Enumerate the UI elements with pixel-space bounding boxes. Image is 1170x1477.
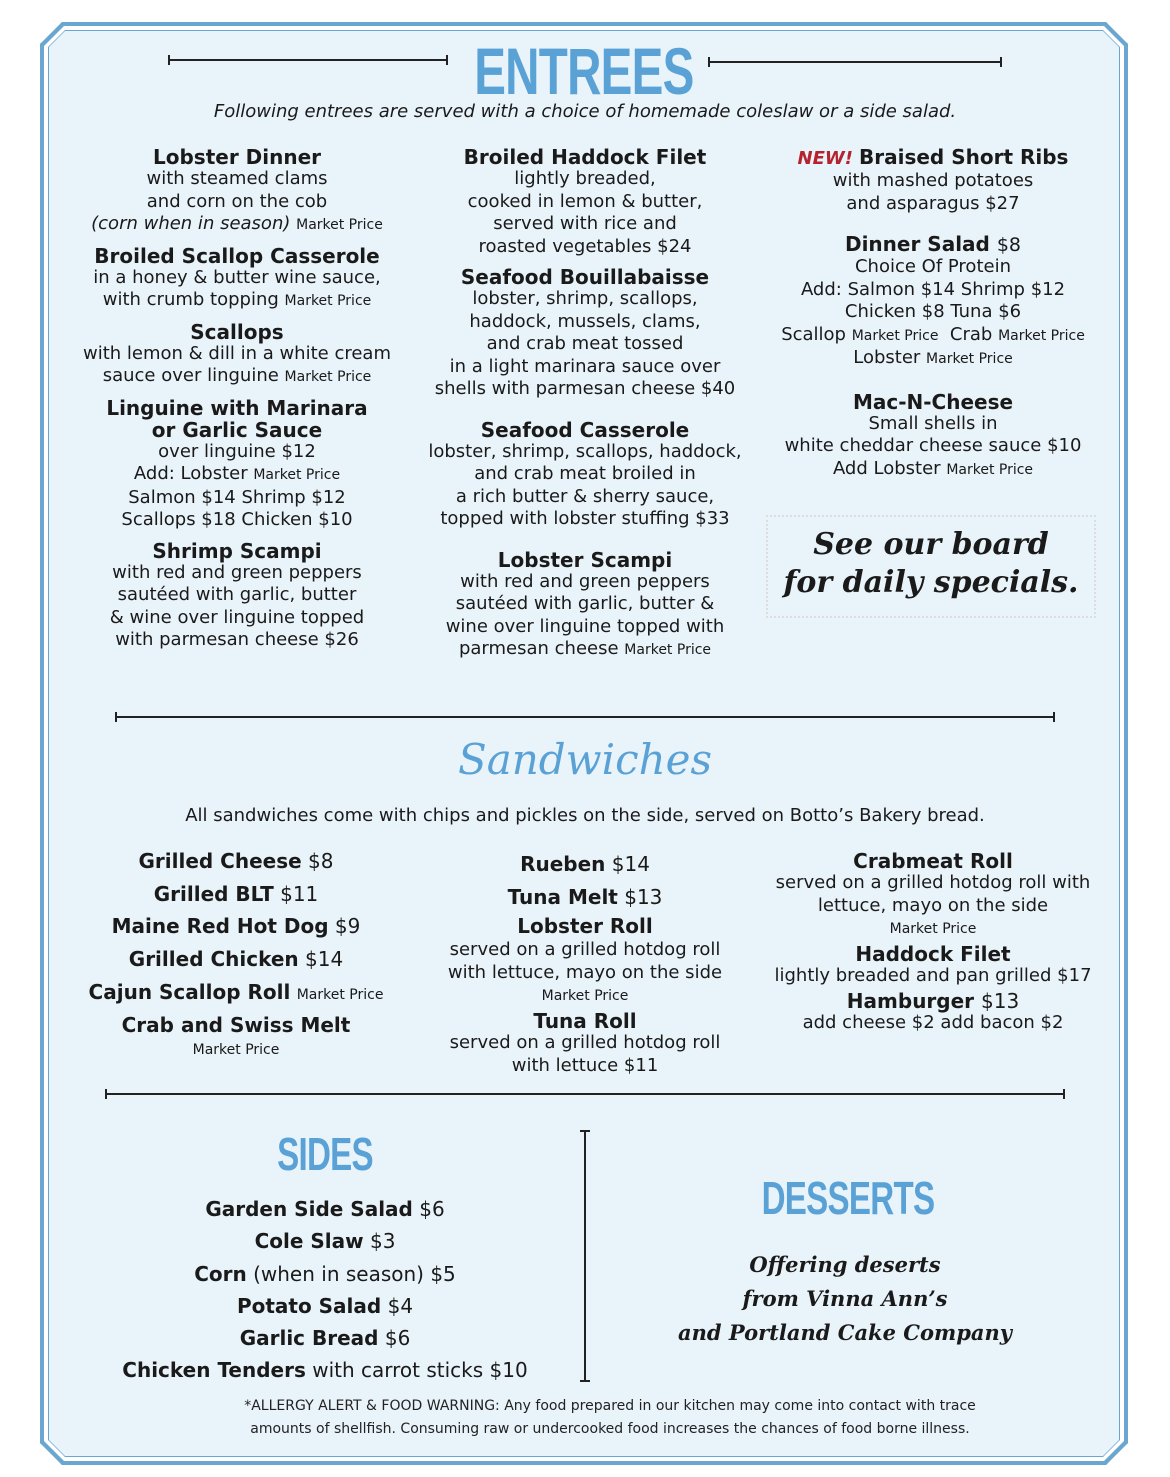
market-price: Market Price — [253, 467, 341, 483]
entrees-rule-left — [168, 59, 448, 61]
menu-item: Seafood Bouillabaisse lobster, shrimp, scallops, haddock, mussels, clams, and crab meat tossed in a light marinara sauce over shells with parmesan cheese $40 — [420, 266, 750, 401]
item-name: Scallops — [190, 319, 284, 344]
item-name: Lobster Dinner — [152, 145, 322, 169]
sandwich-item: Hamburger $13 add cheese $2 add bacon $2 — [802, 988, 1064, 1033]
sandwich-item: Grilled Chicken $14 — [128, 947, 344, 972]
menu-item: Mac-N-Cheese Small shells in white cheddar cheese sauce $10 Add Lobster Market Price — [768, 391, 1098, 482]
sides-list — [100, 1193, 550, 1387]
market-price: Market Price — [284, 369, 372, 385]
item-name: Dinner Salad — [844, 232, 990, 256]
item-name: Mac-N-Cheese — [852, 389, 1014, 414]
sandwich-item: Maine Red Hot Dog $9 — [111, 914, 361, 939]
sandwiches-column-1: Grilled Cheese $8 Grilled BLT $11 Maine Red Hot Dog $9 Grilled Chicken $14 Cajun Scallop Roll Market Price Crab and Swiss Melt Market Price — [76, 845, 396, 1062]
menu-item: Scallops with lemon & dill in a white cream sauce over linguine Market Price — [70, 321, 404, 389]
entrees-column-1 — [70, 146, 404, 660]
sandwiches-title: Sandwiches — [457, 735, 713, 784]
sandwich-item: Lobster Roll served on a grilled hotdog roll with lettuce, mayo on the side Market Price — [447, 914, 723, 1005]
side-item: Chicken Tenders with carrot sticks $10 — [122, 1358, 528, 1383]
entrees-rule-right — [708, 61, 1002, 63]
menu-item: Linguine with Marinara or Garlic Sauce over linguine $12 Add: Lobster Market Price Salmon $14 Shrimp $12 Scallops $18 Chicken $10 — [70, 397, 404, 532]
item-name: Linguine with Marinara — [106, 395, 368, 420]
desserts-text: Offering deserts from Vinna Ann’s and Portland Cake Company — [678, 1252, 1012, 1345]
item-name: Lobster Scampi — [497, 547, 673, 572]
market-price: Market Price — [624, 642, 712, 658]
entrees-column-2 — [420, 146, 750, 670]
allergy-footnote: *ALLERGY ALERT & FOOD WARNING: Any food prepared in our kitchen may come into contact with trace amounts of shellfish. Consuming raw or undercooked food increases the chances of food borne illness. — [244, 1398, 976, 1437]
menu-item: Lobster Dinner with steamed clams and corn on the cob (corn when in season) Market Price — [70, 146, 404, 237]
sides-desserts-divider — [584, 1130, 586, 1382]
desserts-title: DESSERTS — [761, 1172, 935, 1224]
sandwich-item: Grilled BLT $11 — [153, 881, 319, 906]
menu-item: Shrimp Scampi with red and green peppers sautéed with garlic, butter & wine over linguine topped with parmesan cheese $26 — [70, 540, 404, 652]
menu-item: Lobster Scampi with red and green peppers sautéed with garlic, butter & wine over linguine topped with parmesan cheese Market Price — [420, 549, 750, 662]
menu-item: Dinner Salad $8 Choice Of Protein Add: Salmon $14 Shrimp $12 Chicken $8 Tuna $6 Scallop Market Price Crab Market Price Lobster Market Price — [781, 232, 1085, 368]
sandwiches-column-2 — [420, 848, 750, 1085]
menu-item: Seafood Casserole lobster, shrimp, scallops, haddock, and crab meat broiled in a rich butter & sherry sauce, topped with lobster stuffing $33 — [420, 419, 750, 531]
sandwich-item: Crabmeat Roll served on a grilled hotdog roll with lettuce, mayo on the side Market Price — [775, 849, 1091, 937]
sandwiches-column-3 — [768, 850, 1098, 1042]
sandwich-item: Tuna Roll served on a grilled hotdog roll with lettuce $11 — [449, 1009, 721, 1076]
side-item: Corn (when in season) $5 — [194, 1261, 456, 1286]
item-name: Seafood Bouillabaisse — [460, 265, 710, 289]
sandwiches-subtitle: All sandwiches come with chips and pickles on the side, served on Botto’s Bakery bread. — [185, 805, 985, 826]
sandwich-item: Tuna Melt $13 — [507, 884, 663, 909]
market-price: Market Price — [284, 293, 372, 309]
entrees-column-3 — [768, 146, 1098, 489]
sandwich-item: Crab and Swiss Melt — [121, 1012, 351, 1037]
item-name: Braised Short Ribs — [858, 145, 1069, 169]
market-price: Market Price — [296, 217, 383, 233]
entrees-subtitle: Following entrees are served with a choice of homemade coleslaw or a side salad. — [213, 101, 957, 122]
sandwich-item: Haddock Filet lightly breaded and pan grilled $17 — [774, 942, 1092, 986]
sandwiches-rule — [115, 716, 1055, 718]
menu-item: Broiled Scallop Casserole in a honey & butter wine sauce, with crumb topping Market Price — [70, 245, 404, 313]
entrees-title: ENTREES — [474, 34, 694, 108]
menu-item: Broiled Haddock Filet lightly breaded, cooked in lemon & butter, served with rice and roasted vegetables $24 — [420, 146, 750, 258]
side-item: Cole Slaw $3 — [254, 1229, 396, 1254]
menu-item: NEW! Braised Short Ribs with mashed potatoes and asparagus $27 — [797, 145, 1069, 214]
sandwich-item: Cajun Scallop Roll Market Price — [88, 979, 384, 1004]
item-name: Broiled Haddock Filet — [463, 145, 707, 169]
sides-title: SIDES — [277, 1128, 373, 1180]
new-badge: NEW! — [797, 148, 853, 169]
daily-specials-text: See our board for daily specials. — [783, 527, 1079, 600]
side-item: Garden Side Salad $6 — [205, 1197, 445, 1221]
item-name: Shrimp Scampi — [152, 538, 322, 563]
sandwich-item: Rueben $14 — [520, 852, 650, 876]
sandwich-item: Grilled Cheese $8 — [138, 849, 334, 873]
item-name: Broiled Scallop Casserole — [94, 243, 380, 268]
side-item: Garlic Bread $6 — [239, 1326, 411, 1351]
sides-rule — [105, 1093, 1065, 1095]
side-item: Potato Salad $4 — [236, 1293, 414, 1318]
item-name: Seafood Casserole — [480, 417, 690, 442]
